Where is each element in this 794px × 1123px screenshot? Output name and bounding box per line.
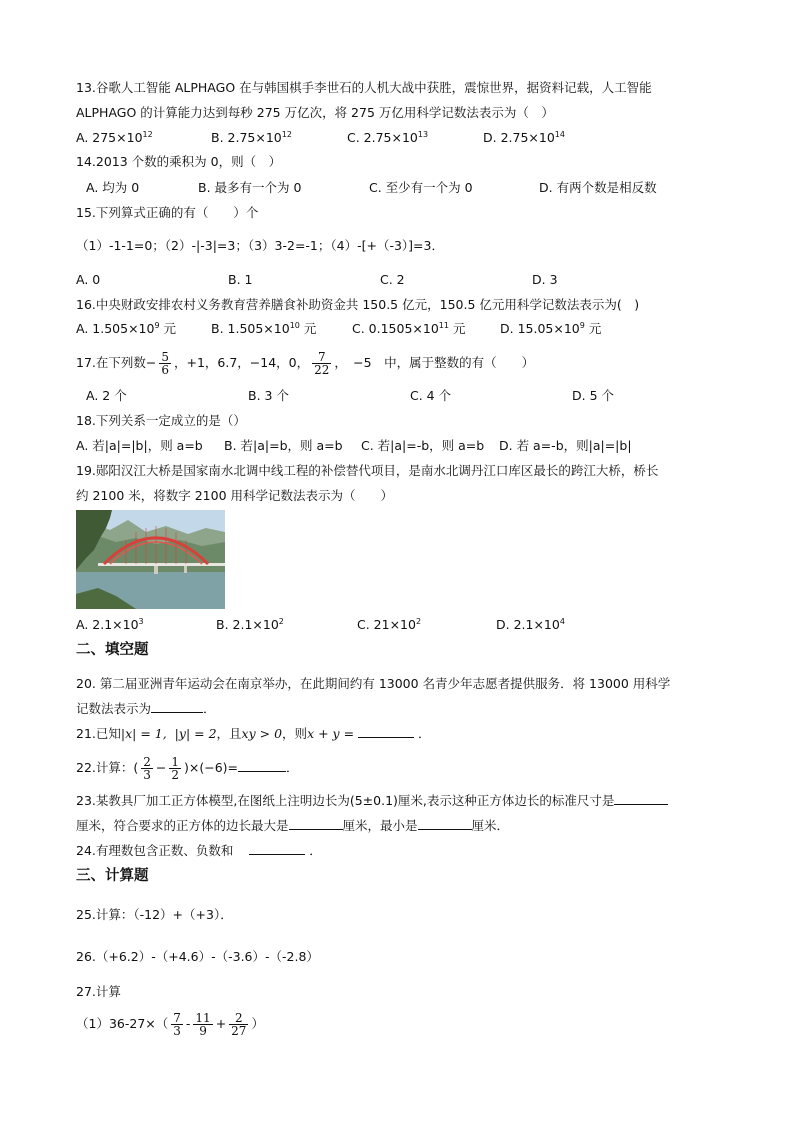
- q18-option-a: A. 若|a|=|b|，则 a=b: [76, 438, 203, 453]
- section-fill-in-heading: 二、填空题: [76, 642, 149, 658]
- q13-option-a: A. $275\times 10^{12}$: [76, 130, 153, 145]
- q27-fraction-3: $\frac{2}{27}$: [231, 1011, 247, 1038]
- q23-max-size-blank[interactable]: [289, 816, 343, 830]
- q27-part1: （1）36-27×（ $\frac{7}{3}$ - $\frac{11}{9}$ + $\frac{2}{27}$ ）: [76, 1011, 264, 1038]
- q22-answer-blank[interactable]: [238, 758, 286, 772]
- q19-option-d: D. $2.1\times 10^4$: [496, 617, 565, 632]
- q15-option-b: B. 1: [228, 272, 253, 287]
- section-calculation-heading: 三、计算题: [76, 868, 149, 884]
- q17-option-c: C. 4 个: [410, 388, 452, 403]
- q21-answer-blank[interactable]: [358, 724, 414, 738]
- q18-stem: 18.下列关系一定成立的是（）: [76, 413, 246, 428]
- q27-stem: 27.计算: [76, 984, 121, 999]
- q18-option-d: D. 若 a=-b，则|a|=|b|: [499, 438, 632, 453]
- q22-fraction-2: $\frac{1}{2}$: [171, 755, 180, 782]
- q14-stem: 14.2013 个数的乘积为 0，则（ ）: [76, 154, 282, 169]
- q20-line1: 20. 第二届亚洲青年运动会在南京举办，在此期间约有 13000 名青少年志愿者提供服务．将 13000 用科学: [76, 676, 671, 691]
- q19-line2: 约 2100 米，将数字 2100 用科学记数法表示为（ ）: [76, 488, 394, 503]
- q23-standard-size-blank[interactable]: [614, 791, 668, 805]
- q15-option-a: A. 0: [76, 272, 101, 287]
- q16-option-a: A. $1.505\times 10^9$ 元: [76, 321, 177, 336]
- q13-option-d: D. $2.75\times 10^{14}$: [483, 130, 565, 145]
- bridge-photo: [76, 510, 225, 609]
- q21-stem: 21.已知|x| = 1, |y| = 2，且xy > 0，则x + y = ．: [76, 726, 431, 741]
- q17-fraction-2: $\frac{7}{22}$: [314, 350, 330, 377]
- q15-option-d: D. 3: [532, 272, 558, 287]
- q18-option-c: C. 若|a|=-b，则 a=b: [361, 438, 485, 453]
- q17-option-b: B. 3 个: [248, 388, 289, 403]
- bridge-illustration: [76, 510, 225, 609]
- q20-line2: 记数法表示为 ．: [76, 701, 216, 716]
- q22-stem: 22.计算：( $\frac{2}{3}$ − $\frac{1}{2}$ )×(−6)= ．: [76, 755, 299, 782]
- q23-line1: 23.某教具厂加工正方体模型,在图纸上注明边长为(5±0.1)厘米,表示这种正方体边长的标准尺寸是: [76, 791, 668, 810]
- q16-option-d: D. $15.05\times 10^9$ 元: [500, 321, 602, 336]
- q24-answer-blank[interactable]: [249, 841, 305, 855]
- q19-option-a: A. $2.1\times 10^3$: [76, 617, 144, 632]
- q23-line2: 厘米，符合要求的正方体的边长最大是 厘米，最小是 厘米．: [76, 818, 510, 833]
- q16-stem: 16.中央财政安排农村义务教育营养膳食补助资金共 150.5 亿元，150.5 亿元用科学记数法表示为( ): [76, 297, 640, 312]
- q16-option-c: C. $0.1505\times 10^{11}$ 元: [352, 321, 466, 336]
- q13-line1: 13.谷歌人工智能 ALPHAGO 在与韩国棋手李世石的人机大战中获胜，震惊世界，据资料记载，人工智能: [76, 80, 652, 95]
- q23-min-size-blank[interactable]: [418, 816, 472, 830]
- q13-option-c: C. $2.75\times 10^{13}$: [347, 130, 429, 145]
- q19-option-c: C. $21\times 10^2$: [357, 617, 422, 632]
- q17-fraction-1: $\frac{5}{6}$: [161, 350, 169, 377]
- q25-stem: 25.计算：（-12）+（+3）．: [76, 907, 233, 922]
- q16-option-b: B. $1.505\times 10^{10}$ 元: [211, 321, 317, 336]
- q18-option-b: B. 若|a|=b，则 a=b: [224, 438, 343, 453]
- q19-option-b: B. $2.1\times 10^2$: [216, 617, 284, 632]
- q13-option-b: B. $2.75\times 10^{12}$: [211, 130, 292, 145]
- q14-option-b: B. 最多有一个为 0: [198, 180, 302, 195]
- q14-option-d: D. 有两个数是相反数: [539, 180, 657, 195]
- q14-option-c: C. 至少有一个为 0: [369, 180, 473, 195]
- q15-stem: 15.下列算式正确的有（ ）个: [76, 205, 259, 220]
- q17-option-a: A. 2 个: [86, 388, 127, 403]
- q15-option-c: C. 2: [380, 272, 405, 287]
- q17-stem: 17.在下列数− $\frac{5}{6}$ ，+1，6.7，−14，0， $\frac{7}{22}$ ， −5 中，属于整数的有（ ）: [76, 350, 535, 377]
- q13-line2: ALPHAGO 的计算能力达到每秒 275 万亿次，将 275 万亿用科学记数法表示为（ ）: [76, 105, 554, 120]
- q24-stem: 24.有理数包含正数、负数和 ．: [76, 843, 322, 858]
- q26-stem: 26.（+6.2）-（+4.6）-（-3.6）-（-2.8）: [76, 949, 319, 964]
- q14-option-a: A. 均为 0: [86, 180, 140, 195]
- q22-fraction-1: $\frac{2}{3}$: [143, 755, 151, 782]
- q20-answer-blank[interactable]: [151, 699, 203, 713]
- q19-line1: 19.郧阳汉江大桥是国家南水北调中线工程的补偿替代项目，是南水北调丹江口库区最长的跨江大桥，桥长: [76, 463, 659, 478]
- q15-items: （1）-1-1=0；（2）-|-3|=3；（3）3-2=-1；（4）-[+（-3）]=3．: [76, 238, 444, 253]
- q27-fraction-2: $\frac{11}{9}$: [195, 1011, 211, 1038]
- q17-option-d: D. 5 个: [572, 388, 614, 403]
- q27-fraction-1: $\frac{7}{3}$: [173, 1011, 181, 1038]
